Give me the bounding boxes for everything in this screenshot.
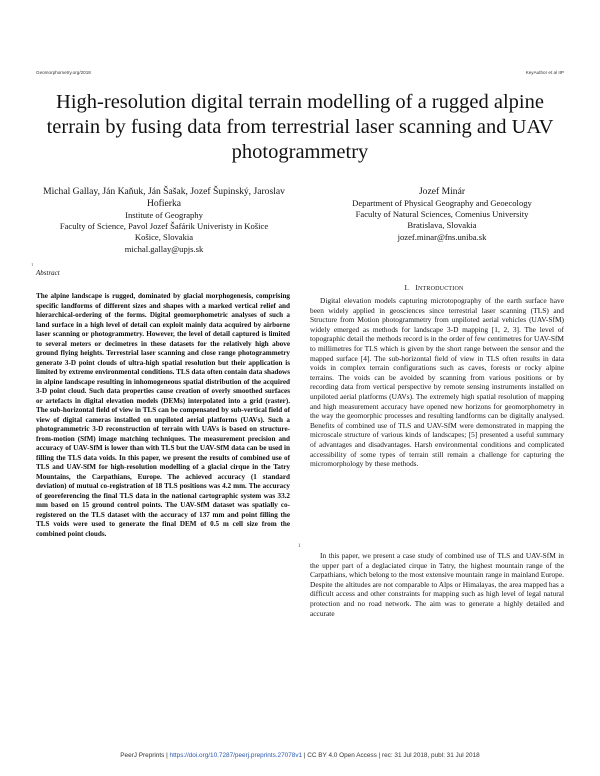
paper-title: High-resolution digital terrain modelling of a rugged alpine terrain by fusing data from terrestrial laser scanning and UAV photogrammetry [46,91,554,163]
doi-link[interactable]: https://doi.org/10.7287/peerj.preprints.27078v1 [169,752,303,759]
section-title-initial: I [415,283,418,292]
affiliation-institute: Institute of Geography [125,210,203,220]
page-number: 1 [298,544,301,549]
abstract-text: The alpine landscape is rugged, dominated by glacial morphogenesis, comprising specific landforms of different sizes and shapes with a marked vertical relief and hierarchical-ordering of the forms. Digital geomorphometric analyses of such a land surface in a high level of detail can exploit mainly data acquired by airborne laser scanning or photogrammetry. However, the level of detail captured is limited to several meters or decimetres in these datasets for the relatively high above ground flying heights. Terrestrial laser scanning and close range photogrammetry generate 3-D point clouds of ultra-high spatial resolution but their application is limited by extreme environmental conditions. TLS data often contain data shadows in alpine landscape resulting in inhomogeneous spatial distribution of the acquired 3-D point cloud. Such data properties cause creation of overly smoothed surfaces or artefacts in digital elevation models (DEMs) interpolated into a grid (raster). The sub-horizontal field of view in TLS can be compensated by sub-vertical field of view of digital cameras installed on unpiloted aerial platforms (UAVs). Such a photogrammetric 3-D reconstruction of terrain with UAVs is based on structure-from-motion (SfM) image matching techniques. The measurement precision and accuracy of UAV-SfM is lower than with TLS but the UAV-SfM data can be used in filling the TLS data voids. In this paper, we present the results of combined use of TLS and UAV-SfM for high-resolution modelling of a glacial cirque in the Tatry Mountains, the Carpathians, Europe. The achieved accuracy (1 standard deviation) of mutual co-registration of 18 TLS positions was 4.2 mm. The accuracy of georeferencing the final TLS data in the national cartographic system was 33.2 mm based on 15 ground control points. The UAV-SfM dataset was spatially co-registered on the TLS dataset with the accuracy of 137 mm and point filling the TLS voids were used to generate the final DEM of 0.5 m cell size from the combined point clouds. [36,292,290,538]
line-number: 1 [31,262,34,267]
intro-paragraph: Digital elevation models capturing microtopography of the earth surface have been widely applied in geosciences since terrestrial laser scanning (TLS) and Structure from Motion photogrammetry from unpiloted aerial vehicles (UAV-SfM) widely emerged as methods for landscape 3-D mapping [1, 2, 3]. The level of topographic detail the methods record is in the order of few centimetres for UAV-SfM to millimetres for TLS which is given by the short range between the sensor and the mapped surface [4]. The sub-horizontal field of view in TLS often results in data voids in complex terrain configurations such as caves, forests or rocky alpine terrains. The voids can be avoided by scanning from various positions or by recording data from vertical perspective by remote sensing instruments installed on unpiloted aerial platforms (UAVs). The extremely high spatial resolution of mapping and high measurement accuracy have opened new horizons for geomorphometry in the way the geomorphic processes and resulting landforms can be digitally analysed. Benefits of combined use of TLS and UAV-SfM were demonstrated in mapping the microscale structure of various kinds of landscapes; [5] presented a useful summary of advantages and disadvantages. Harsh environmental conditions and complicated accessibility of some types of terrain still remain a challenge for capturing the micromorphology by these methods. [310,296,564,469]
affiliation-faculty-right: Faculty of Natural Sciences, Comenius University [355,209,529,220]
author-block-right [312,186,572,243]
affiliation-city-right: Bratislava, Slovakia [407,220,477,231]
running-header-right: KeyAuthor et al IIP [525,70,564,75]
author-names-right: Jozef Minár [418,186,466,197]
affiliation-city: Košice, Slovakia [134,232,194,243]
author-block-left [26,186,302,255]
running-header-left: Geomorphometry.org/2018 [36,70,91,75]
abstract-label: Abstract [36,269,60,277]
section-number: I. [404,283,410,292]
intro-paragraph: In this paper, we present a case study of combined use of TLS and UAV-SfM in the upper part of a deglaciated cirque in Tatry, the highest mountain range of the Carpathians, which belong to the most extensive mountain range in mainland Europe. Despite the altitudes are not comparable to Alps or Himalayas, the area mapped has a difficult access and other constraints for mapping such as high level of legal natural protection and no road network. The aim was to generate a highly detailed and accurate [310,551,564,618]
author-names-left: Michal Gallay, Ján Kaňuk, Ján Šašak, Jozef Šupinský, Jaroslav Hofierka [43,186,285,209]
section-heading [318,283,550,292]
footer-prefix: PeerJ Preprints | [120,752,170,759]
author-email-left: michal.gallay@upjs.sk [124,243,204,254]
footer-suffix: | CC BY 4.0 Open Access | rec: 31 Jul 2018, publ: 31 Jul 2018 [302,752,480,759]
section-title-rest: NTRODUCTION [418,286,464,292]
footer [36,752,564,759]
affiliation-faculty: Faculty of Science, Pavol Jozef Šafárik Univeristy in Košice [59,221,269,232]
affiliation-department: Department of Physical Geography and Geoecology [352,198,532,208]
author-email-right: jozef.minar@fns.uniba.sk [397,231,487,242]
